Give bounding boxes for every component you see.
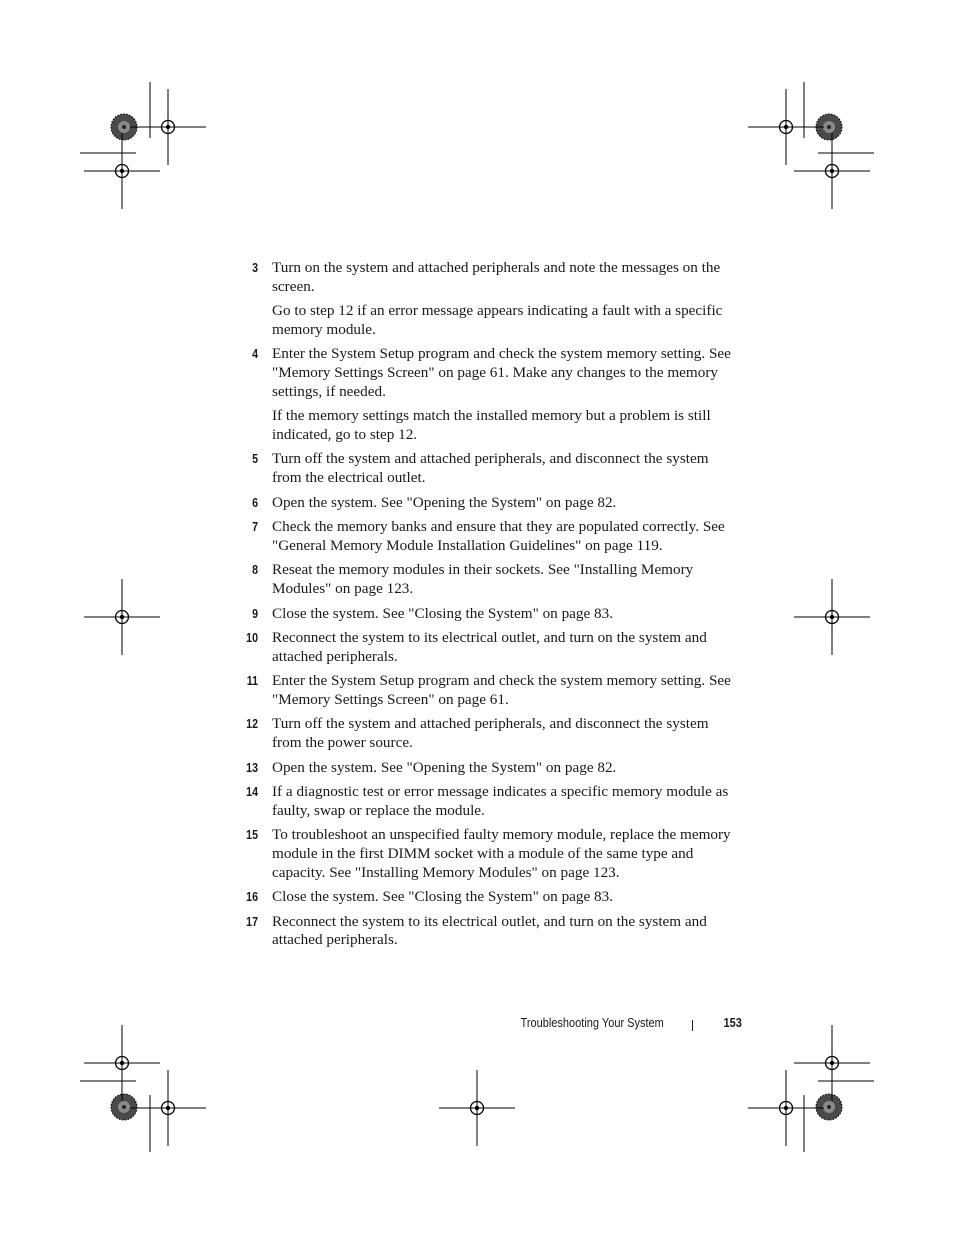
step-text: Enter the System Setup program and check the system memory setting. See "Memory Settings Screen" on page 61. Make any changes to the memory settings, if needed. — [272, 345, 731, 400]
top-right-marks — [748, 82, 874, 209]
step-number: 15 — [246, 827, 258, 843]
step-item — [240, 450, 740, 487]
step-item — [240, 494, 740, 513]
step-item — [240, 561, 740, 598]
step-text: Enter the System Setup program and check the system memory setting. See "Memory Settings Screen" on page 61. — [272, 672, 731, 708]
step-number: 3 — [252, 260, 258, 275]
step-item — [240, 672, 740, 709]
step-item — [240, 259, 740, 339]
step-text: Open the system. See "Opening the System" on page 82. — [272, 493, 617, 511]
step-text: If a diagnostic test or error message indicates a specific memory module as faulty, swap or replace the module. — [272, 783, 729, 819]
top-left-marks — [80, 82, 206, 209]
step-item — [240, 605, 740, 624]
step-number: 16 — [246, 889, 258, 905]
step-number: 12 — [246, 716, 258, 732]
step-item — [240, 518, 740, 555]
step-text: Turn on the system and attached peripherals and note the messages on the screen. — [272, 259, 721, 295]
step-item — [240, 715, 740, 752]
step-number: 8 — [252, 562, 258, 578]
mid-right-mark — [794, 579, 870, 655]
step-text: Close the system. See "Closing the System" on page 83. — [272, 604, 614, 622]
step-number: 9 — [252, 605, 258, 621]
page-footer — [480, 1016, 742, 1036]
step-item — [240, 345, 740, 444]
step-number: 6 — [252, 494, 258, 510]
step-number: 5 — [252, 451, 258, 467]
step-text: Go to step 12 if an error message appears indicating a fault with a specific memory module. — [272, 302, 723, 338]
step-item — [240, 888, 740, 907]
step-text: Reconnect the system to its electrical outlet, and turn on the system and attached peripherals. — [272, 912, 707, 949]
step-item — [240, 826, 740, 882]
step-text: Reseat the memory modules in their sockets. See "Installing Memory Modules" on page 123. — [272, 561, 694, 597]
step-number: 17 — [246, 913, 258, 929]
bottom-left-marks — [80, 1025, 206, 1152]
bottom-center-mark — [439, 1070, 515, 1146]
step-text: If the memory settings match the installed memory but a problem is still indicated, go to step 12. — [272, 407, 711, 443]
bottom-right-marks — [748, 1025, 874, 1152]
step-number: 14 — [246, 784, 258, 800]
step-text: Close the system. See "Closing the System" on page 83. — [272, 888, 614, 906]
step-number: 13 — [246, 759, 258, 775]
step-number: 10 — [246, 630, 258, 646]
procedure-steps — [240, 259, 740, 956]
step-number: 4 — [252, 346, 258, 362]
footer-section-title: Troubleshooting Your System — [520, 1016, 664, 1030]
step-number: 7 — [252, 519, 258, 535]
step-item — [240, 759, 740, 778]
step-text: Open the system. See "Opening the System" on page 82. — [272, 758, 617, 776]
step-text: Check the memory banks and ensure that they are populated correctly. See "General Memory Module Installation Guidelines" on page 119. — [272, 518, 725, 554]
step-number: 11 — [246, 673, 258, 689]
step-item — [240, 913, 740, 950]
step-text: Turn off the system and attached peripherals, and disconnect the system from the electrical outlet. — [272, 450, 709, 486]
step-item — [240, 629, 740, 666]
step-text: To troubleshoot an unspecified faulty memory module, replace the memory module in the first DIMM socket with a module of the same type and capacity. See "Installing Memory Modules" on page 123. — [272, 826, 731, 881]
page-number: 153 — [723, 1016, 742, 1030]
step-text: Reconnect the system to its electrical outlet, and turn on the system and attached peripherals. — [272, 629, 707, 665]
mid-left-mark — [84, 579, 160, 655]
footer-separator — [692, 1020, 693, 1031]
step-text: Turn off the system and attached peripherals, and disconnect the system from the power source. — [272, 715, 709, 752]
step-item — [240, 783, 740, 820]
